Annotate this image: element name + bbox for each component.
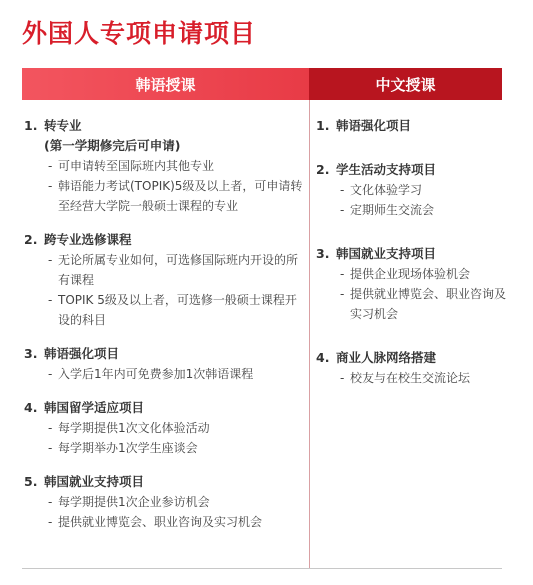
list-item: - 每学期提供1次企业参访机会 xyxy=(48,495,210,509)
section-title: 韩国就业支持项目 xyxy=(44,474,145,489)
list-item: - 定期师生交流会 xyxy=(340,203,435,217)
list-item: - 入学后1年内可免费参加1次韩语课程 xyxy=(48,367,254,381)
column-divider xyxy=(309,100,310,568)
section-title: 跨专业选修课程 xyxy=(44,232,132,247)
list-item: - 可申请转至国际班内其他专业 xyxy=(48,159,215,173)
list-item: - 校友与在校生交流论坛 xyxy=(340,371,471,385)
section-title: 商业人脉网络搭建 xyxy=(336,350,437,365)
list-item: - TOPIK 5级及以上者，可选修一般硕士课程开设的科目 xyxy=(48,293,297,327)
list-item: - 提供就业博览会、职业咨询及实习机会 xyxy=(340,287,507,321)
list-item: - 每学期举办1次学生座谈会 xyxy=(48,441,198,455)
list-item: - 提供就业博览会、职业咨询及实习机会 xyxy=(48,515,263,529)
section-title: 韩语强化项目 xyxy=(336,118,412,133)
section-number: 2. xyxy=(24,232,38,247)
left-section xyxy=(24,472,304,532)
korean-taught-header: 韩语授课 xyxy=(22,68,309,100)
right-section xyxy=(316,160,506,220)
chinese-taught-header: 中文授课 xyxy=(309,68,502,100)
list-item: - 文化体验学习 xyxy=(340,183,423,197)
list-item: - 韩语能力考试(TOPIK)5级及以上者，可申请转至经营大学院一般硕士课程的专业 xyxy=(48,179,303,213)
section-number: 4. xyxy=(316,350,330,365)
table-header xyxy=(22,68,502,100)
section-title: 韩语强化项目 xyxy=(44,346,120,361)
list-item: - 每学期提供1次文化体验活动 xyxy=(48,421,210,435)
list-item: - 提供企业现场体验机会 xyxy=(340,267,471,281)
right-section xyxy=(316,116,506,136)
right-section xyxy=(316,348,506,388)
left-section xyxy=(24,116,304,216)
section-subtitle: (第一学期修完后可申请) xyxy=(44,138,181,153)
section-number: 3. xyxy=(24,346,38,361)
section-number: 5. xyxy=(24,474,38,489)
korean-taught-column xyxy=(24,116,304,546)
left-section xyxy=(24,398,304,458)
right-section xyxy=(316,244,506,324)
section-title: 学生活动支持项目 xyxy=(336,162,437,177)
left-section xyxy=(24,344,304,384)
bottom-divider xyxy=(22,568,502,569)
section-title: 韩国就业支持项目 xyxy=(336,246,437,261)
chinese-taught-column xyxy=(316,116,506,412)
section-title: 韩国留学适应项目 xyxy=(44,400,145,415)
section-number: 2. xyxy=(316,162,330,177)
section-number: 1. xyxy=(24,118,38,133)
section-title: 转专业 xyxy=(44,118,82,133)
section-number: 1. xyxy=(316,118,330,133)
left-section xyxy=(24,230,304,330)
section-number: 3. xyxy=(316,246,330,261)
page-title: 外国人专项申请项目 xyxy=(22,19,257,48)
section-number: 4. xyxy=(24,400,38,415)
list-item: - 无论所属专业如何，可选修国际班内开设的所有课程 xyxy=(48,253,299,287)
